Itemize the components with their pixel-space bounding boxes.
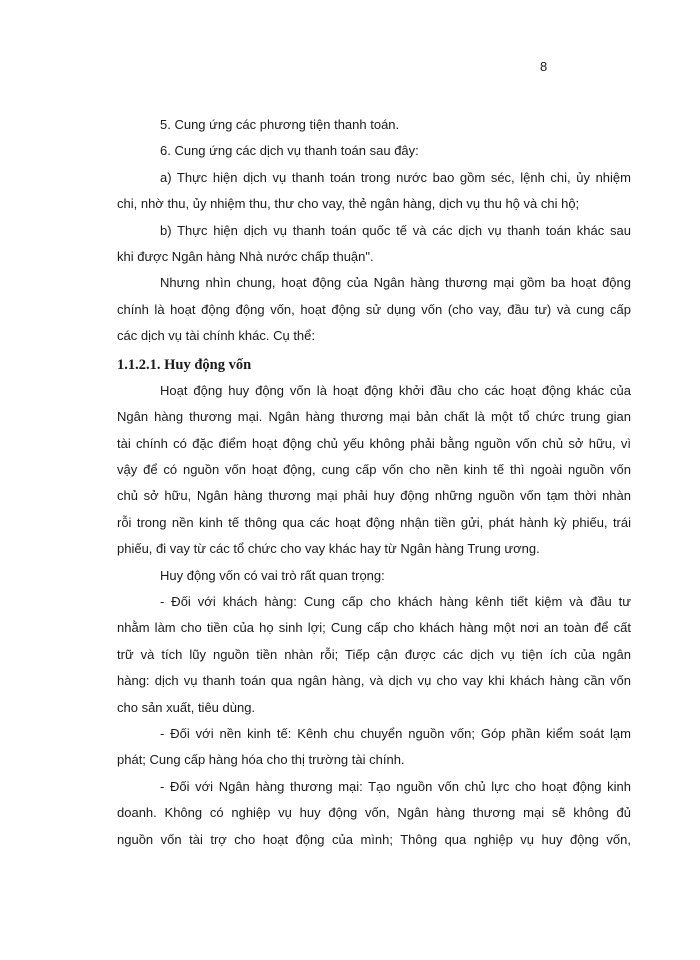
text-line: rỗi trong nền kinh tế thông qua các hoạt động nhận tiền gửi, phát hành kỳ phiếu, trái [117,514,631,530]
text-line: nguồn vốn tài trợ cho hoạt động của mình; Thông qua nghiệp vụ huy động vốn, [117,831,631,847]
text-line: chủ sở hữu, Ngân hàng thương mại phải huy động những nguồn vốn tạm thời nhàn [117,488,631,504]
text-line: Nhưng nhìn chung, hoạt động của Ngân hàng thương mại gồm ba hoạt động [160,275,631,291]
text-line: chính là hoạt động động vốn, hoạt động sử dụng vốn (cho vay, đầu tư) và cung cấp [117,301,631,317]
document-body [117,112,631,853]
text-line: các dịch vụ tài chính khác. Cụ thể: [117,328,315,344]
text-line: nhằm làm cho tiền của họ sinh lợi; Cung cấp cho khách hàng một nơi an toàn để cất [117,620,631,636]
text-line: a) Thực hiện dịch vụ thanh toán trong nước bao gồm séc, lệnh chi, ủy nhiệm [160,169,631,185]
page-number: 8 [540,59,548,74]
text-line: phát; Cung cấp hàng hóa cho thị trường tài chính. [117,752,405,768]
text-line: hàng: dịch vụ thanh toán qua ngân hàng, và dịch vụ cho vay khi khách hàng cần vốn [117,673,631,689]
text-line: Ngân hàng thương mại. Ngân hàng thương mại bản chất là một tổ chức trung gian [117,409,631,425]
text-line: - Đối với nền kinh tế: Kênh chu chuyển nguồn vốn; Góp phần kiểm soát lạm [160,725,631,741]
text-line: Huy động vốn có vai trò rất quan trọng: [160,567,385,583]
text-line: khi được Ngân hàng Nhà nước chấp thuận". [117,248,374,264]
text-line: tài chính có đặc điểm hoạt động chủ yếu không phải bằng nguồn vốn chủ sở hữu, vì [117,435,631,451]
text-line: 6. Cung ứng các dịch vụ thanh toán sau đây: [160,143,419,159]
text-line: - Đối với Ngân hàng thương mại: Tạo nguồn vốn chủ lực cho hoạt động kinh [160,778,631,794]
text-line: cho sản xuất, tiêu dùng. [117,699,256,715]
text-line: phiếu, đi vay từ các tổ chức cho vay khác hay từ Ngân hàng Trung ương. [117,541,540,557]
text-line: Hoạt động huy động vốn là hoạt động khởi đầu cho các hoạt động khác của [160,382,631,398]
text-line: chi, nhờ thu, ủy nhiệm thu, thư cho vay, thẻ ngân hàng, dịch vụ thu hộ và chi hộ; [117,196,580,212]
text-line: 5. Cung ứng các phương tiện thanh toán. [160,117,400,132]
text-line: b) Thực hiện dịch vụ thanh toán quốc tế và các dịch vụ thanh toán khác sau [160,222,631,238]
text-line: trữ và tích lũy nguồn tiền nhàn rỗi; Tiếp cận được các dịch vụ tiện ích của ngân [117,646,631,662]
text-line: - Đối với khách hàng: Cung cấp cho khách hàng kênh tiết kiệm và đầu tư [160,594,631,610]
text-line: doanh. Không có nghiệp vụ huy động vốn, Ngân hàng thương mại sẽ không đủ [117,805,631,821]
text-line: vậy để có nguồn vốn hoạt động, cung cấp vốn cho nền kinh tế thì ngoài nguồn vốn [117,462,631,478]
section-heading: 1.1.2.1. Huy động vốn [117,356,252,373]
